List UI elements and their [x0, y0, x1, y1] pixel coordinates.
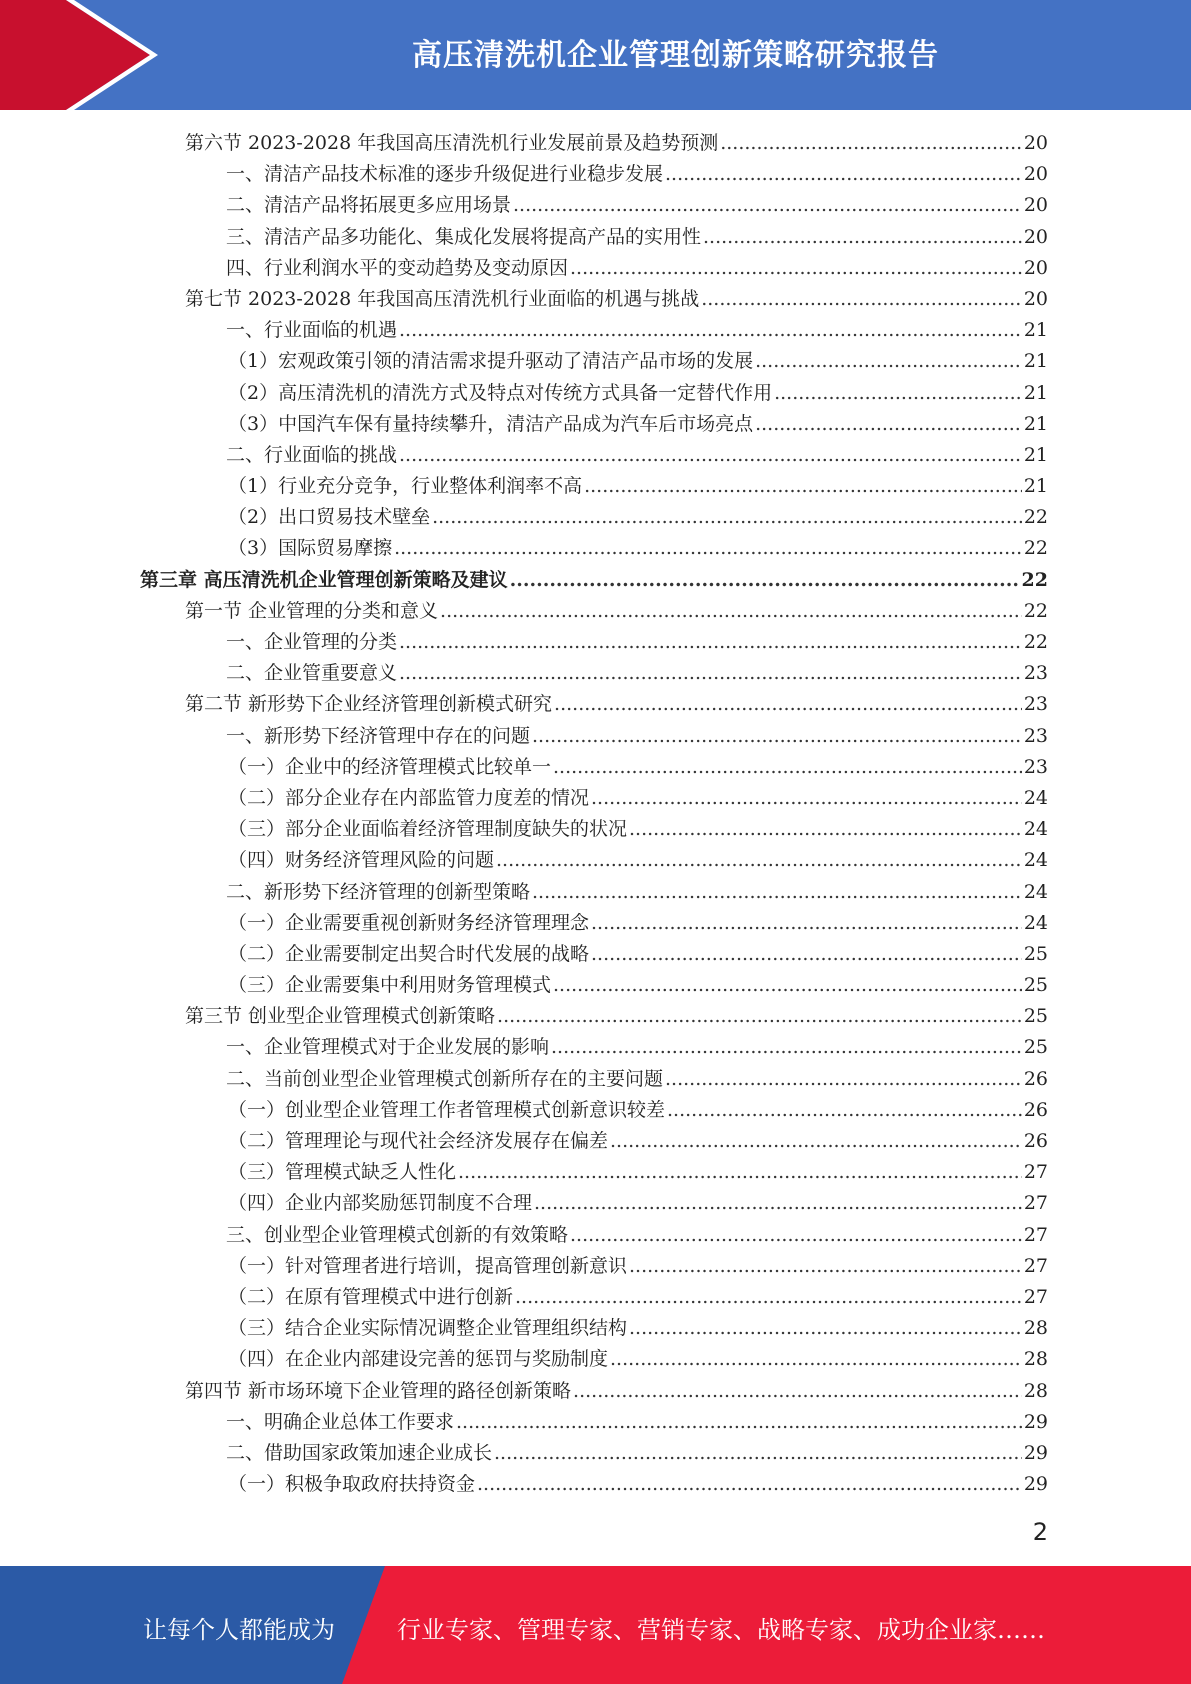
toc-entry[interactable]: [140, 1126, 1048, 1157]
header-red-arrow: [0, 0, 150, 110]
toc-entry-title: 二、借助国家政策加速企业成长: [226, 1441, 493, 1464]
toc-entry[interactable]: [140, 284, 1048, 315]
toc-entry-title: （四）在企业内部建设完善的惩罚与奖励制度: [228, 1348, 609, 1371]
toc-leader-dots: [629, 814, 1022, 845]
toc-leader-dots: [496, 845, 1022, 876]
toc-entry-page: 25: [1023, 974, 1048, 997]
toc-leader-dots: [591, 939, 1022, 970]
toc-entry-page: 26: [1023, 1098, 1048, 1121]
toc-leader-dots: [665, 159, 1022, 190]
toc-entry[interactable]: [140, 752, 1048, 783]
toc-entry[interactable]: [140, 814, 1048, 845]
toc-leader-dots: [532, 721, 1022, 752]
toc-entry-title: （3）国际贸易摩擦: [228, 537, 393, 560]
toc-entry[interactable]: [140, 222, 1048, 253]
toc-entry-title: （一）创业型企业管理工作者管理模式创新意识较差: [228, 1098, 666, 1121]
toc-leader-dots: [399, 440, 1022, 471]
toc-entry-title: 一、清洁产品技术标准的逐步升级促进行业稳步发展: [226, 163, 664, 186]
toc-entry[interactable]: [140, 1064, 1048, 1095]
toc-leader-dots: [570, 253, 1022, 284]
toc-leader-dots: [458, 1157, 1022, 1188]
toc-entry-title: 四、行业利润水平的变动趋势及变动原因: [226, 256, 569, 279]
toc-entry[interactable]: [140, 1032, 1048, 1063]
toc-entry[interactable]: [140, 1407, 1048, 1438]
toc-entry-page: 29: [1023, 1473, 1048, 1496]
toc-entry-page: 25: [1023, 942, 1048, 965]
toc-leader-dots: [515, 1282, 1022, 1313]
toc-leader-dots: [532, 877, 1022, 908]
toc-leader-dots: [399, 315, 1022, 346]
toc-leader-dots: [774, 378, 1022, 409]
toc-leader-dots: [610, 1126, 1022, 1157]
toc-entry-page: 20: [1023, 194, 1048, 217]
toc-entry-page: 24: [1023, 818, 1048, 841]
toc-entry[interactable]: [140, 658, 1048, 689]
toc-leader-dots: [591, 908, 1022, 939]
toc-entry-page: 20: [1023, 163, 1048, 186]
toc-entry-title: （二）在原有管理模式中进行创新: [228, 1285, 514, 1308]
toc-entry[interactable]: [140, 159, 1048, 190]
toc-entry-page: 20: [1023, 225, 1048, 248]
table-of-contents: [140, 128, 1048, 1500]
toc-entry-page: 24: [1023, 880, 1048, 903]
toc-entry[interactable]: [140, 1001, 1048, 1032]
toc-entry-title: （3）中国汽车保有量持续攀升，清洁产品成为汽车后市场亮点: [228, 412, 754, 435]
toc-entry-title: （四）企业内部奖励惩罚制度不合理: [228, 1192, 533, 1215]
toc-entry[interactable]: [140, 1220, 1048, 1251]
toc-leader-dots: [755, 346, 1022, 377]
toc-entry-page: 28: [1023, 1379, 1048, 1402]
toc-entry-page: 29: [1023, 1441, 1048, 1464]
toc-leader-dots: [553, 970, 1022, 1001]
toc-entry-page: 24: [1023, 849, 1048, 872]
toc-leader-dots: [629, 1251, 1022, 1282]
toc-leader-dots: [440, 596, 1022, 627]
toc-entry-page: 27: [1023, 1254, 1048, 1277]
toc-entry-title: 一、明确企业总体工作要求: [226, 1410, 455, 1433]
toc-entry[interactable]: [140, 378, 1048, 409]
toc-entry-title: （二）管理理论与现代社会经济发展存在偏差: [228, 1130, 609, 1152]
toc-entry[interactable]: [140, 689, 1048, 720]
toc-entry-title: （1）宏观政策引领的清洁需求提升驱动了清洁产品市场的发展: [228, 350, 754, 373]
toc-entry-title: （三）结合企业实际情况调整企业管理组织结构: [228, 1317, 628, 1340]
toc-entry-page: 24: [1023, 911, 1048, 934]
toc-entry-title: 二、当前创业型企业管理模式创新所存在的主要问题: [226, 1067, 664, 1090]
report-title: 高压清洗机企业管理创新策略研究报告: [412, 38, 939, 73]
toc-entry[interactable]: [140, 502, 1048, 533]
toc-leader-dots: [494, 1438, 1022, 1469]
toc-entry-title: （三）企业需要集中利用财务管理模式: [228, 974, 552, 997]
toc-entry-title: 第三节 创业型企业管理模式创新策略: [185, 1005, 496, 1028]
toc-leader-dots: [399, 627, 1022, 658]
toc-entry-title: 一、企业管理的分类: [226, 631, 398, 653]
toc-entry-title: （二）部分企业存在内部监管力度差的情况: [228, 786, 590, 809]
toc-entry[interactable]: [140, 1344, 1048, 1375]
toc-entry-title: 一、企业管理模式对于企业发展的影响: [226, 1036, 550, 1059]
toc-entry-title: 第七节 2023-2028 年我国高压清洗机行业面临的机遇与挑战: [185, 287, 700, 310]
toc-entry-title: （三）管理模式缺乏人性化: [228, 1161, 457, 1184]
toc-leader-dots: [553, 752, 1022, 783]
toc-entry-page: 28: [1023, 1317, 1048, 1340]
toc-entry-title: （一）针对管理者进行培训，提高管理创新意识: [228, 1254, 628, 1277]
toc-entry-page: 26: [1023, 1130, 1048, 1152]
toc-entry-page: 26: [1023, 1067, 1048, 1090]
toc-entry[interactable]: [140, 1438, 1048, 1469]
toc-entry-page: 23: [1023, 755, 1048, 778]
toc-leader-dots: [667, 1095, 1022, 1126]
toc-entry-page: 28: [1023, 1348, 1048, 1371]
toc-entry[interactable]: [140, 128, 1048, 159]
toc-leader-dots: [610, 1344, 1022, 1375]
page-header: [0, 0, 1191, 110]
toc-entry-title: 一、行业面临的机遇: [226, 319, 398, 342]
toc-entry[interactable]: [140, 346, 1048, 377]
page-number: 2: [1032, 1518, 1048, 1546]
toc-entry-page: 29: [1023, 1410, 1048, 1433]
toc-entry-page: 23: [1023, 662, 1048, 685]
toc-entry-page: 23: [1023, 724, 1048, 747]
toc-entry-title: （1）行业充分竞争，行业整体利润率不高: [228, 475, 583, 498]
toc-entry-title: （2）高压清洗机的清洗方式及特点对传统方式具备一定替代作用: [228, 381, 773, 404]
toc-leader-dots: [584, 471, 1022, 502]
toc-leader-dots: [573, 1376, 1022, 1407]
toc-entry-title: 二、新形势下经济管理的创新型策略: [226, 880, 531, 903]
toc-entry[interactable]: [140, 970, 1048, 1001]
footer-slogan-right: 行业专家、管理专家、营销专家、战略专家、成功企业家……: [397, 1616, 1045, 1644]
toc-entry[interactable]: [140, 1469, 1048, 1500]
toc-leader-dots: [399, 658, 1022, 689]
toc-entry[interactable]: [140, 409, 1048, 440]
toc-leader-dots: [551, 1032, 1022, 1063]
toc-entry-page: 21: [1023, 412, 1048, 435]
toc-entry[interactable]: [140, 1376, 1048, 1407]
toc-entry-page: 20: [1023, 287, 1048, 310]
toc-entry-title: 第二节 新形势下企业经济管理创新模式研究: [185, 693, 553, 716]
toc-entry-title: 二、清洁产品将拓展更多应用场景: [226, 194, 512, 217]
toc-entry-page: 21: [1023, 350, 1048, 373]
toc-entry[interactable]: [140, 533, 1048, 564]
toc-entry-page: 22: [1023, 506, 1048, 529]
toc-entry[interactable]: [140, 1188, 1048, 1219]
toc-leader-dots: [701, 284, 1022, 315]
toc-leader-dots: [554, 689, 1022, 720]
toc-entry-page: 22: [1023, 631, 1048, 653]
toc-entry[interactable]: [140, 1157, 1048, 1188]
toc-entry-page: 27: [1023, 1285, 1048, 1308]
toc-entry-title: （一）积极争取政府扶持资金: [228, 1473, 476, 1496]
toc-entry-page: 22: [1023, 537, 1048, 560]
toc-leader-dots: [513, 190, 1022, 221]
toc-leader-dots: [510, 565, 1020, 596]
toc-entry-page: 20: [1023, 256, 1048, 279]
toc-entry-title: （二）企业需要制定出契合时代发展的战略: [228, 942, 590, 965]
toc-leader-dots: [629, 1313, 1022, 1344]
toc-leader-dots: [534, 1188, 1022, 1219]
toc-entry[interactable]: [140, 908, 1048, 939]
toc-entry[interactable]: [140, 471, 1048, 502]
toc-entry-title: （一）企业中的经济管理模式比较单一: [228, 755, 552, 778]
toc-entry-title: （一）企业需要重视创新财务经济管理理念: [228, 911, 590, 934]
toc-entry[interactable]: [140, 845, 1048, 876]
toc-entry-page: 27: [1023, 1192, 1048, 1215]
toc-entry-page: 20: [1023, 132, 1048, 154]
toc-entry[interactable]: [140, 1095, 1048, 1126]
toc-entry[interactable]: [140, 1251, 1048, 1282]
toc-entry-page: 27: [1023, 1223, 1048, 1246]
toc-entry[interactable]: [140, 253, 1048, 284]
toc-entry[interactable]: [140, 565, 1048, 596]
toc-entry-title: （2）出口贸易技术壁垒: [228, 506, 431, 529]
toc-entry-page: 27: [1023, 1161, 1048, 1184]
toc-entry[interactable]: [140, 190, 1048, 221]
toc-entry[interactable]: [140, 783, 1048, 814]
toc-entry-page: 21: [1023, 319, 1048, 342]
toc-entry[interactable]: [140, 721, 1048, 752]
toc-entry-title: 一、新形势下经济管理中存在的问题: [226, 724, 531, 747]
toc-leader-dots: [432, 502, 1022, 533]
toc-entry-page: 21: [1023, 381, 1048, 404]
toc-entry-page: 21: [1023, 475, 1048, 498]
toc-leader-dots: [394, 533, 1022, 564]
toc-leader-dots: [665, 1064, 1022, 1095]
toc-entry-title: 第六节 2023-2028 年我国高压清洗机行业发展前景及趋势预测: [185, 132, 719, 154]
toc-entry-page: 21: [1023, 443, 1048, 466]
toc-entry-title: 第一节 企业管理的分类和意义: [185, 599, 439, 622]
toc-leader-dots: [703, 222, 1022, 253]
toc-leader-dots: [720, 128, 1022, 159]
toc-entry-page: 22: [1021, 568, 1048, 591]
toc-entry[interactable]: [140, 315, 1048, 346]
toc-entry-page: 25: [1023, 1005, 1048, 1028]
toc-entry-title: 三、清洁产品多功能化、集成化发展将提高产品的实用性: [226, 225, 702, 248]
toc-entry[interactable]: [140, 627, 1048, 658]
toc-entry[interactable]: [140, 596, 1048, 627]
toc-leader-dots: [755, 409, 1022, 440]
toc-entry-page: 24: [1023, 786, 1048, 809]
toc-entry-title: 二、行业面临的挑战: [226, 443, 398, 466]
toc-entry-page: 23: [1023, 693, 1048, 716]
toc-entry-title: （四）财务经济管理风险的问题: [228, 849, 495, 872]
toc-entry-title: 三、创业型企业管理模式创新的有效策略: [226, 1223, 569, 1246]
toc-entry[interactable]: [140, 1313, 1048, 1344]
toc-entry-title: （三）部分企业面临着经济管理制度缺失的状况: [228, 818, 628, 841]
toc-entry-title: 第四节 新市场环境下企业管理的路径创新策略: [185, 1379, 572, 1402]
toc-leader-dots: [591, 783, 1022, 814]
toc-leader-dots: [497, 1001, 1022, 1032]
toc-entry-title: 二、企业管重要意义: [226, 662, 398, 685]
toc-entry[interactable]: [140, 440, 1048, 471]
toc-entry[interactable]: [140, 877, 1048, 908]
toc-entry-page: 25: [1023, 1036, 1048, 1059]
footer-slogan-left: 让每个人都能成为: [143, 1616, 335, 1644]
toc-entry[interactable]: [140, 939, 1048, 970]
toc-entry[interactable]: [140, 1282, 1048, 1313]
toc-leader-dots: [570, 1220, 1022, 1251]
toc-entry-page: 22: [1023, 599, 1048, 622]
toc-leader-dots: [456, 1407, 1022, 1438]
page-footer: [0, 1566, 1191, 1684]
toc-entry-title: 第三章 高压清洗机企业管理创新策略及建议: [140, 568, 508, 591]
toc-leader-dots: [477, 1469, 1022, 1500]
